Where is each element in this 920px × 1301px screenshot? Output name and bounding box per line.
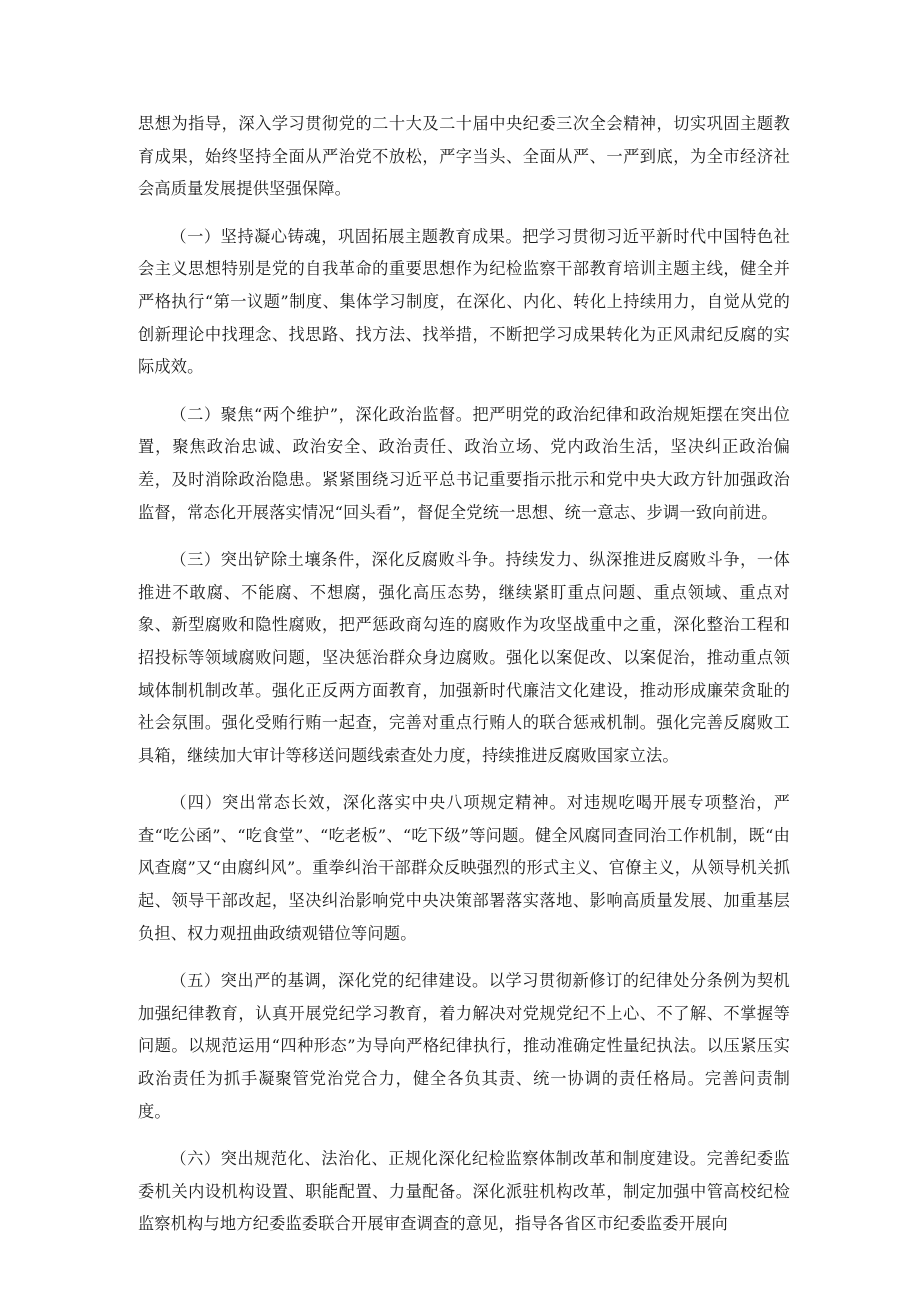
- paragraph-section-2: （二）聚焦“两个维护”，深化政治监督。把严明党的政治纪律和政治规矩摆在突出位置，聚焦政治忠诚、政治安全、政治责任、政治立场、党内政治生活，坚决纠正政治偏差，及时消除政治隐患。紧紧围绕习近平总书记重要指示批示和党中央大政方针加强政治监督，常态化开展落实情况“回头看”，督促全党统一思想、统一意志、步调一致向前进。: [138, 404, 790, 522]
- paragraph-section-3: （三）突出铲除土壤条件，深化反腐败斗争。持续发力、纵深推进反腐败斗争，一体推进不敢腐、不能腐、不想腐，强化高压态势，继续紧盯重点问题、重点领域、重点对象、新型腐败和隐性腐败，把严惩政商勾连的腐败作为攻坚战重中之重，深化整治工程和招投标等领域腐败问题，坚决惩治群众身边腐败。强化以案促改、以案促治，推动重点领域体制机制改革。强化正反两方面教育，加强新时代廉洁文化建设，推动形成廉荣贪耻的社会氛围。强化受贿行贿一起查，完善对重点行贿人的联合惩戒机制。强化完善反腐败工具箱，继续加大审计等移送问题线索查处力度，持续推进反腐败国家立法。: [138, 550, 790, 765]
- paragraph-section-6: （六）突出规范化、法治化、正规化深化纪检监察体制改革和制度建设。完善纪委监委机关内设机构设置、职能配置、力量配备。深化派驻机构改革，制定加强中管高校纪检监察机构与地方纪委监委联合开展审查调查的意见，指导各省区市纪委监委开展向: [138, 1149, 790, 1234]
- paragraph-section-1: （一）坚持凝心铸魂，巩固拓展主题教育成果。把学习贯彻习近平新时代中国特色社会主义思想特别是党的自我革命的重要思想作为纪检监察干部教育培训主题主线，健全并严格执行“第一议题”制度、集体学习制度，在深化、内化、转化上持续用力，自觉从党的创新理论中找理念、找思路、找方法、找举措，不断把学习成果转化为正风肃纪反腐的实际成效。: [138, 226, 790, 377]
- document-page: [138, 108, 790, 1256]
- paragraph-intro: 思想为指导，深入学习贯彻党的二十大及二十届中央纪委三次全会精神，切实巩固主题教育成果，始终坚持全面从严治党不放松，严字当头、全面从严、一严到底，为全市经济社会高质量发展提供坚强保障。: [138, 114, 790, 199]
- paragraph-section-4: （四）突出常态长效，深化落实中央八项规定精神。对违规吃喝开展专项整治，严查“吃公函”、“吃食堂”、“吃老板”、“吃下级”等问题。健全风腐同查同治工作机制，既“由风查腐”又“由腐纠风”。重拳纠治干部群众反映强烈的形式主义、官僚主义，从领导机关抓起、领导干部改起，坚决纠治影响党中央决策部署落实落地、影响高质量发展、加重基层负担、权力观扭曲政绩观错位等问题。: [138, 793, 790, 943]
- paragraph-section-5: （五）突出严的基调，深化党的纪律建设。以学习贯彻新修订的纪律处分条例为契机加强纪律教育，认真开展党纪学习教育，着力解决对党规党纪不上心、不了解、不掌握等问题。以规范运用“四种形态”为导向严格纪律执行，推动准确定性量纪执法。以压紧压实政治责任为抓手凝聚管党治党合力，健全各负其责、统一协调的责任格局。完善问责制度。: [138, 971, 790, 1121]
